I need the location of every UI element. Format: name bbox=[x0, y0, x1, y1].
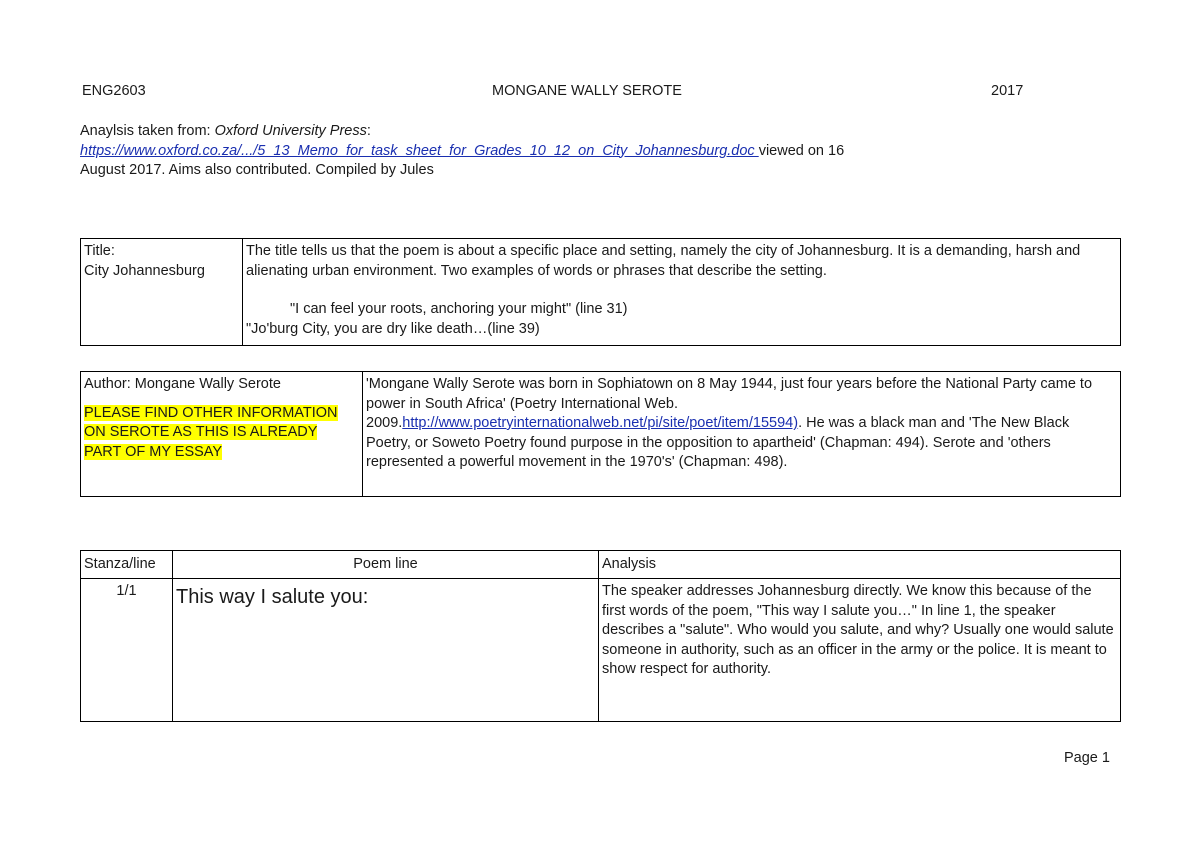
table-row bbox=[81, 579, 1121, 722]
author-label: Author: Mongane Wally Serote bbox=[84, 376, 281, 392]
author-label-cell bbox=[81, 372, 363, 497]
source-prefix: Anaylsis taken from: bbox=[80, 123, 215, 139]
poetry-international-link[interactable]: http://www.poetryinternationalweb.net/pi/site/poet/item/15594) bbox=[402, 415, 799, 431]
author-bio-part2: . He was a black man and 'The New Black Poetry, or Soweto Poetry found purpose in the opposition to apartheid' (Chapman: 494). Serote and 'others represented a powerful movement in the 1970's' (Chapman: 498). bbox=[366, 415, 1070, 470]
source-viewed: viewed on 16 bbox=[758, 142, 845, 159]
quote-line-31: "I can feel your roots, anchoring your might" (line 31) bbox=[290, 301, 628, 317]
header-stanza-line: Stanza/line bbox=[81, 551, 173, 579]
title-table bbox=[80, 238, 1121, 346]
title-label-cell bbox=[81, 239, 243, 346]
title-value: City Johannesburg bbox=[84, 262, 205, 279]
source-citation bbox=[80, 122, 1100, 181]
page-number: Page 1 bbox=[1064, 750, 1110, 766]
analysis-header-row bbox=[81, 551, 1121, 579]
title-description-cell bbox=[243, 239, 1121, 346]
header-poem-line: Poem line bbox=[173, 551, 599, 579]
document-title: MONGANE WALLY SEROTE bbox=[492, 83, 682, 99]
document-year: 2017 bbox=[991, 83, 1024, 99]
title-label: Title: bbox=[84, 243, 115, 259]
author-bio-part1: 'Mongane Wally Serote was born in Sophiatown on 8 May 1944, just four years before the National Party came to power in South Africa' (Poetry International Web. 2009. bbox=[366, 376, 1093, 431]
course-code: ENG2603 bbox=[82, 83, 146, 99]
source-compiled: August 2017. Aims also contributed. Compiled by Jules bbox=[80, 162, 434, 178]
analysis-table bbox=[80, 550, 1121, 722]
quote-line-39: "Jo'burg City, you are dry like death…(line 39) bbox=[246, 320, 540, 337]
highlighted-note: PLEASE FIND OTHER INFORMATION ON SEROTE AS THIS IS ALREADY PART OF MY ESSAY bbox=[84, 404, 338, 460]
header-analysis: Analysis bbox=[599, 551, 1121, 579]
row-analysis: The speaker addresses Johannesburg directly. We know this because of the first words of the poem, "This way I salute you…" In line 1, the speaker describes a "salute". Who would you salute, and why? Usually one would salute someone in authority, such as an officer in the army or the police. It is meant to show respect for authority. bbox=[599, 579, 1121, 722]
source-publisher-suffix: : bbox=[366, 123, 371, 139]
row-stanza: 1/1 bbox=[81, 579, 173, 722]
title-description: The title tells us that the poem is about a specific place and setting, namely the city of Johannesburg. It is a demanding, harsh and alienating urban environment. Two examples of words or phrases that describe the setting. bbox=[246, 243, 1081, 279]
author-bio-cell bbox=[363, 372, 1121, 497]
author-table bbox=[80, 371, 1121, 497]
source-link[interactable]: https://www.oxford.co.za/.../5_13_Memo_for_task_sheet_for_Grades_10_12_on_City_Johannesburg.doc bbox=[80, 142, 759, 159]
source-publisher: Oxford University Press bbox=[214, 123, 367, 139]
row-poem-line: This way I salute you: bbox=[173, 579, 599, 722]
